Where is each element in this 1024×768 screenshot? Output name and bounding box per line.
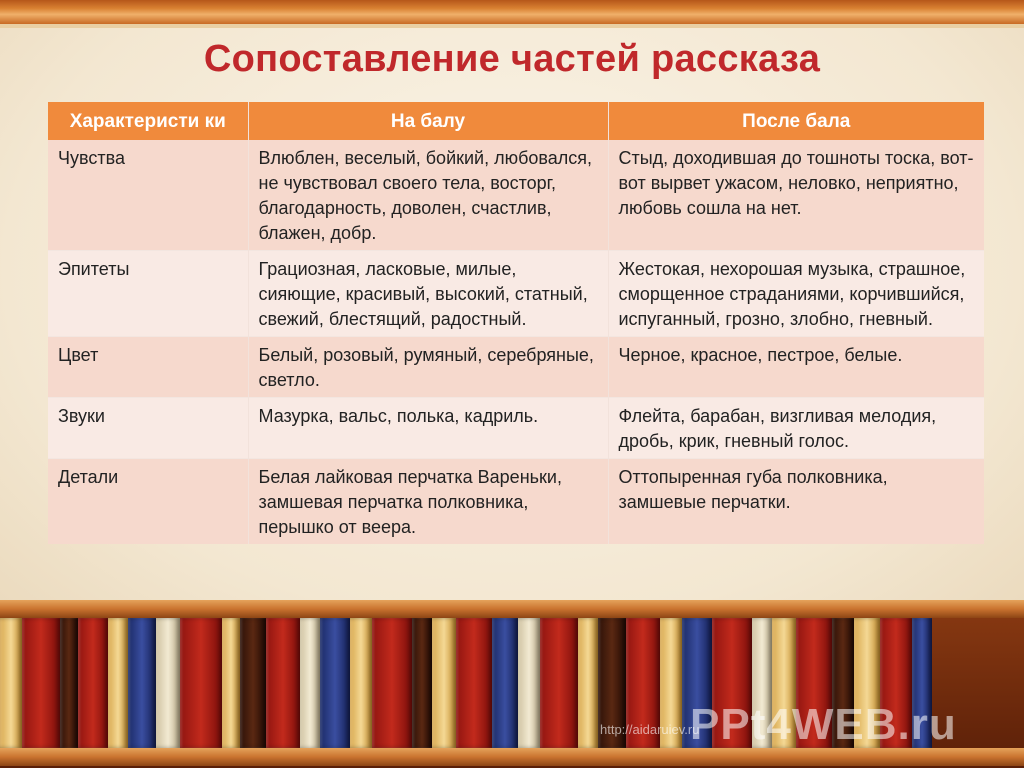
cell-after-ball: Оттопыренная губа полковника, замшевые перчатки. — [608, 459, 984, 545]
shelf-board — [0, 748, 1024, 766]
book — [350, 618, 372, 748]
row-label: Цвет — [48, 337, 248, 398]
row-label: Звуки — [48, 398, 248, 459]
book — [412, 618, 432, 748]
header-characteristics: Характеристи ки — [48, 102, 248, 140]
book — [108, 618, 128, 748]
book — [492, 618, 518, 748]
book — [128, 618, 156, 748]
book — [578, 618, 598, 748]
slide-title: Сопоставление частей рассказа — [203, 38, 821, 80]
cell-after-ball: Флейта, барабан, визгливая мелодия, дробь, крик, гневный голос. — [608, 398, 984, 459]
cell-after-ball: Стыд, доходившая до тошноты тоска, вот-вот вырвет ужасом, неловко, неприятно, любовь сошла на нет. — [608, 140, 984, 251]
cell-at-ball: Влюблен, веселый, бойкий, любовался, не чувствовал своего тела, восторг, благодарность, доволен, счастлив, блажен, добр. — [248, 140, 608, 251]
table-row — [48, 337, 984, 398]
cell-at-ball: Белая лайковая перчатка Вареньки, замшевая перчатка полковника, перышко от веера. — [248, 459, 608, 545]
table-row — [48, 251, 984, 337]
cell-at-ball: Мазурка, вальс, полька, кадриль. — [248, 398, 608, 459]
watermark-url: http://aidaruiev.ru — [600, 722, 700, 737]
book — [156, 618, 180, 748]
book — [0, 618, 22, 748]
book — [60, 618, 78, 748]
book — [320, 618, 350, 748]
book — [240, 618, 266, 748]
book — [266, 618, 300, 748]
cell-at-ball: Грациозная, ласковые, милые, сияющие, красивый, высокий, статный, свежий, блестящий, радостный. — [248, 251, 608, 337]
shelf-board — [0, 600, 1024, 618]
book — [456, 618, 492, 748]
watermark: PPt4WEB.ru — [690, 700, 957, 749]
book — [540, 618, 578, 748]
header-at-ball: На балу — [248, 102, 608, 140]
comparison-table — [48, 102, 984, 544]
header-after-ball: После бала — [608, 102, 984, 140]
book — [372, 618, 412, 748]
table-row — [48, 140, 984, 251]
row-label: Эпитеты — [48, 251, 248, 337]
row-label: Чувства — [48, 140, 248, 251]
book — [300, 618, 320, 748]
cell-after-ball: Жестокая, нехорошая музыка, страшное, сморщенное страданиями, корчившийся, испуганный, грозно, злобно, гневный. — [608, 251, 984, 337]
book — [518, 618, 540, 748]
book — [180, 618, 222, 748]
book — [222, 618, 240, 748]
book — [432, 618, 456, 748]
cell-after-ball: Черное, красное, пестрое, белые. — [608, 337, 984, 398]
cell-at-ball: Белый, розовый, румяный, серебряные, светло. — [248, 337, 608, 398]
book — [78, 618, 108, 748]
table-header-row — [48, 102, 984, 140]
row-label: Детали — [48, 459, 248, 545]
table-row — [48, 398, 984, 459]
top-decorative-border — [0, 0, 1024, 24]
book — [22, 618, 60, 748]
table-row — [48, 459, 984, 545]
